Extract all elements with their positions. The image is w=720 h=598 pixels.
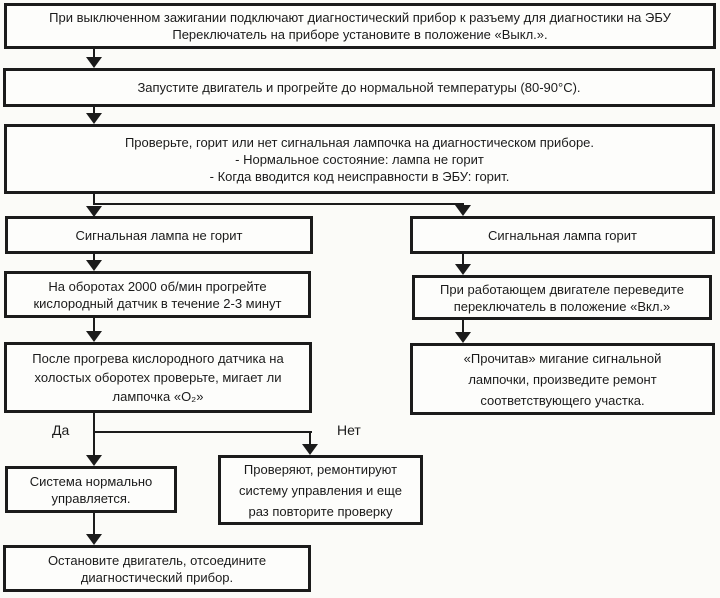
node-text-line: При работающем двигателе переведите (440, 281, 684, 297)
node-switch-to-on (412, 275, 712, 320)
node-stop-engine (3, 545, 311, 592)
node-check-o2-blink (4, 342, 312, 413)
node-system-ok (5, 466, 177, 513)
connector-line (93, 203, 464, 205)
node-check-lamp (4, 124, 715, 194)
node-text-line: кислородный датчик в течение 2-3 минут (33, 295, 282, 311)
node-warmup-o2-sensor (4, 271, 311, 318)
node-text-line: - Нормальное состояние: лампа не горит (235, 151, 484, 167)
node-lamp-lit (410, 216, 715, 254)
arrow-down-icon (86, 331, 102, 342)
node-text-line: лампочка «О₂» (112, 389, 204, 404)
connector-line (93, 513, 95, 536)
node-text-line: Система нормально (29, 473, 153, 489)
node-text-line: переключатель в положение «Вкл.» (453, 298, 671, 314)
arrow-down-icon (86, 534, 102, 545)
node-text-line: Проверьте, горит или нет сигнальная лампочка на диагностическом приборе. (124, 134, 595, 150)
node-text-line: холостых оборотех проверьте, мигает ли (34, 370, 282, 385)
node-text-line: Сигнальная лампа горит (488, 227, 637, 243)
node-text-line: Остановите двигатель, отсоедините (47, 552, 267, 568)
arrow-down-icon (455, 332, 471, 343)
node-text-line: управляется. (51, 490, 131, 506)
node-text-line: диагностический прибор. (80, 569, 234, 585)
node-start-engine (3, 68, 715, 107)
arrow-down-icon (86, 455, 102, 466)
node-text-line: «Прочитав» мигание сигнальной (463, 350, 662, 366)
connector-line (93, 431, 312, 433)
node-text-line: лампочки, произведите ремонт (468, 371, 657, 387)
node-text-line: На оборотах 2000 об/мин прогрейте (48, 278, 267, 294)
node-text-line: Запустите двигатель и прогрейте до нормальной температуры (80-90°С). (137, 80, 581, 95)
node-text-line: После прогрева кислородного датчика на (32, 351, 284, 366)
arrow-down-icon (86, 260, 102, 271)
node-repair-recheck (218, 455, 423, 525)
branch-label-yes: Да (52, 422, 70, 438)
arrow-down-icon (302, 444, 318, 455)
node-lamp-not-lit (5, 216, 313, 254)
node-connect-tester (4, 3, 716, 49)
arrow-down-icon (86, 57, 102, 68)
node-text-line: Проверяют, ремонтируют (243, 461, 398, 477)
node-text-line: Переключатель на приборе установите в положение «Выкл.». (172, 27, 548, 42)
arrow-down-icon (86, 113, 102, 124)
node-text-line: соответствующего участка. (480, 392, 645, 408)
node-text-line: При выключенном зажигании подключают диагностический прибор к разъему для диагностики на ЭБУ (49, 10, 671, 25)
branch-label-no: Нет (337, 422, 361, 438)
node-read-blink-repair (410, 343, 715, 415)
node-text-line: систему управления и еще (239, 482, 402, 498)
connector-line (93, 413, 95, 457)
node-text-line: раз повторите проверку (248, 503, 393, 519)
arrow-down-icon (455, 264, 471, 275)
node-text-line: Сигнальная лампа не горит (75, 227, 243, 243)
node-text-line: - Когда вводится код неисправности в ЭБУ: горит. (209, 168, 510, 184)
arrow-down-icon (455, 205, 471, 216)
